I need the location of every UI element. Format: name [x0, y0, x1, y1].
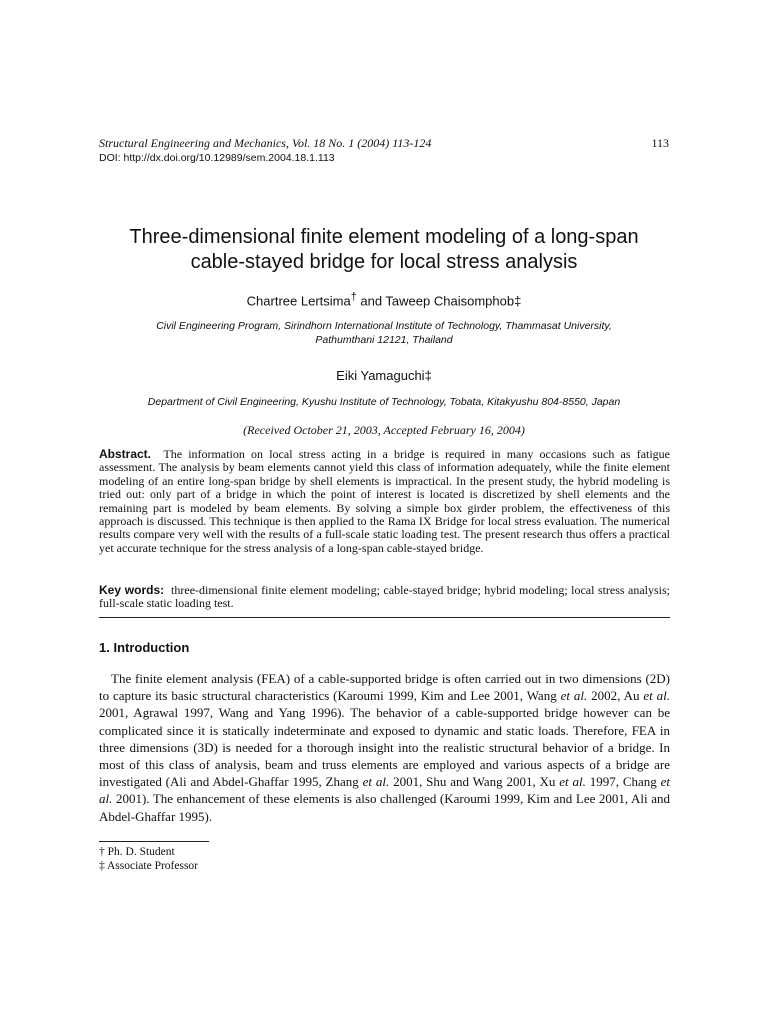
author-name-1: Chartree Lertsima: [246, 293, 351, 309]
journal-citation: Structural Engineering and Mechanics, Vol. 18 No. 1 (2004) 113-124: [99, 136, 432, 150]
et-al-1: et al.: [560, 688, 588, 704]
author-mark-2: ‡: [514, 293, 522, 309]
et-al-2: et al.: [643, 688, 670, 704]
author-mark-3: ‡: [424, 368, 432, 383]
affiliation-1-line-1: Civil Engineering Program, Sirindhorn International Institute of Technology, Thammasat University,: [156, 320, 612, 332]
abstract-label: Abstract.: [99, 447, 152, 461]
received-dates: (Received October 21, 2003, Accepted February 16, 2004): [243, 423, 525, 437]
title-line-2: cable-stayed bridge for local stress analysis: [190, 251, 578, 273]
footnote-2: ‡ Associate Professor: [99, 860, 199, 872]
author-name-2: and Taweep Chaisomphob: [356, 293, 515, 309]
intro-text-5: 1997, Chang: [585, 774, 661, 790]
keywords-text: three-dimensional finite element modeling; cable-stayed bridge; hybrid modeling; local stress analysis; full-scale static loading test.: [99, 583, 671, 611]
abstract-text: The information on local stress acting in a bridge is required in many occasions such as fatigue assessment. The analysis by beam elements cannot yield this class of information adequately, while the finite element modeling of an entire long-span bridge by shell elements is impractical. In the present study, the hybrid modeling is tried out: only part of a bridge in which the point of interest is located is discretized by shell elements and the remaining part is modeled by beam elements. By solving a simple box girder problem, the effectiveness of this approach is discussed. This technique is then applied to the Rama IX Bridge for local stress evaluation. The numerical results compare very well with the results of a full-scale static loading test. The present research thus offers a practical yet accurate technique for the stress analysis of a long-span cable-stayed bridge.: [99, 447, 671, 555]
title-line-1: Three-dimensional finite element modeling of a long-span: [129, 226, 639, 248]
intro-text-4: 2001, Shu and Wang 2001, Xu: [389, 774, 560, 790]
doi-link[interactable]: DOI: http://dx.doi.org/10.12989/sem.2004.18.1.113: [99, 152, 335, 164]
paper-title: [60, 225, 708, 275]
intro-text-2: 2002, Au: [587, 688, 644, 704]
author-name-3: Eiki Yamaguchi: [336, 368, 425, 383]
footnote-1: † Ph. D. Student: [99, 846, 175, 858]
abstract: [99, 448, 670, 555]
author-line-2: [60, 368, 708, 383]
et-al-3: et al.: [362, 774, 390, 790]
author-mark-1: †: [350, 291, 357, 303]
affiliation-1: [60, 319, 708, 347]
footnote-divider: [99, 841, 209, 842]
keywords-label: Key words:: [99, 583, 165, 597]
page-number: 113: [651, 136, 669, 150]
author-line-1: [60, 291, 708, 308]
et-al-4: et al.: [559, 774, 586, 790]
intro-text-3: 2001, Agrawal 1997, Wang and Yang 1996). The behavior of a cable-supported bridge however can be complicated since it is statically indeterminate and exposed to dynamic and static loads. Therefore, FEA in three dimensions (3D) is needed for a thorough insight into the realistic structural behavior of a bridge. In most of this class of analysis, beam and truss elements are employed and various aspects of a bridge are investigated (Ali and Abdel-Ghaffar 1995, Zhang: [99, 705, 670, 790]
affiliation-1-line-2: Pathumthani 12121, Thailand: [315, 334, 453, 346]
intro-text-1: The finite element analysis (FEA) of a cable-supported bridge is often carried out in two dimensions (2D) to capture its basic structural characteristics (Karoumi 1999, Kim and Lee 2001, Wang: [99, 671, 670, 704]
introduction-paragraph: [99, 670, 670, 825]
et-al-5: et al.: [99, 774, 670, 807]
section-heading: 1. Introduction: [99, 640, 190, 655]
affiliation-2: Department of Civil Engineering, Kyushu Institute of Technology, Tobata, Kitakyushu 804-8550, Japan: [147, 396, 621, 408]
intro-text-6: 2001). The enhancement of these elements is also challenged (Karoumi 1999, Kim and Lee 2001, Ali and Abdel-Ghaffar 1995).: [99, 791, 670, 824]
section-divider: [99, 617, 670, 618]
keywords: [99, 584, 670, 611]
